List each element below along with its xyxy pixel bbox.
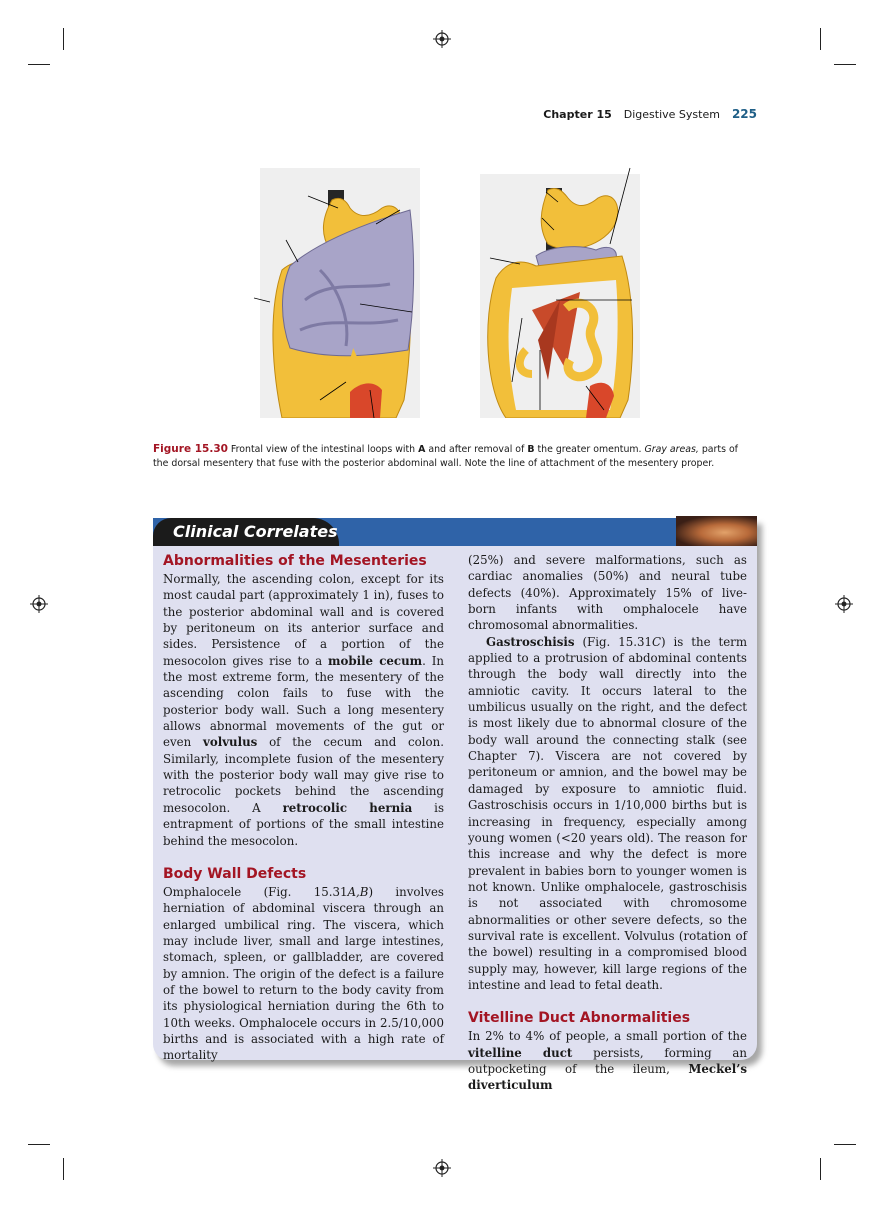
page-number: 225: [731, 107, 757, 121]
right-column: [468, 552, 747, 1094]
registration-mark-icon: [433, 1159, 451, 1177]
caption-text: the greater omentum.: [534, 444, 645, 455]
paragraph: Omphalocele (Fig. 15.31A,B) involves herniation of abdominal viscera through an enlarged umbilical ring. The viscera, which may include liver, small and large intestines, stomach, spleen, or gallbladder, are covered by amnion. The origin of the defect is a failure of the bowel to return to the body cavity from its physiological herniation during the 6th to 10th weeks. Omphalocele occurs in 2.5/10,000 births and is associated with a high rate of mortality: [163, 884, 444, 1063]
paragraph: Normally, the ascending colon, except for its most caudal part (approximately 1 in), fuses to the posterior abdominal wall and is covered by peritoneum on its anterior surface and sides. Persistence of a portion of the mesocolon gives rise to a mobile cecum. In the most extreme form, the mesentery of the ascending colon fails to fuse with the posterior body wall. Such a long mesentery allows abnormal movements of the gut or even volvulus of the cecum and colon. Similarly, incomplete fusion of the mesentery with the posterior body wall may give rise to retrocolic pockets behind the ascending mesocolon. A retrocolic hernia is entrapment of portions of the small intestine behind the mesocolon.: [163, 572, 445, 848]
crop-mark: [63, 28, 64, 50]
crop-mark: [820, 1158, 821, 1180]
intestine-illustration: [250, 160, 640, 418]
crop-mark: [834, 64, 856, 65]
caption-text: parts of the dorsal mesentery that fuse with the posterior abdominal wall. Note the line of attachment of the mesentery proper.: [153, 444, 738, 469]
section-heading: Vitelline Duct Abnormalities: [468, 1010, 691, 1027]
registration-mark-icon: [30, 595, 48, 613]
running-header: [543, 107, 757, 121]
figure-caption: [153, 442, 753, 471]
section-heading: Abnormalities of the Mesenteries: [163, 553, 427, 569]
paragraph: (25%) and severe malformations, such as cardiac anomalies (50%) and neural tube defects (40%). Approximately 15% of live-born infants with omphalocele have chromosomal abnormalities.: [468, 553, 747, 633]
caption-panel-b: B: [527, 444, 535, 455]
registration-mark-icon: [433, 30, 451, 48]
section-label: Digestive System: [623, 108, 720, 121]
crop-mark: [28, 1144, 50, 1145]
left-column: [163, 552, 444, 1064]
figure-label: Figure 15.30: [153, 443, 228, 455]
crop-mark: [28, 64, 50, 65]
clinical-correlates-title: Clinical Correlates: [153, 518, 339, 546]
crop-mark: [820, 28, 821, 50]
paragraph: Gastroschisis (Fig. 15.31C) is the term applied to a protrusion of abdominal contents through the body wall directly into the amniotic cavity. It occurs lateral to the umbilicus usually on the right, and the defect is most likely due to abnormal closure of the body wall around the connecting stalk (see Chapter 7). Viscera are not covered by peritoneum or amnion, and the bowel may be damaged by exposure to amniotic fluid. Gastroschisis occurs in 1/10,000 births but is increasing in frequency, especially among young women (<20 years old). The reason for this increase and why the defect is more prevalent in babies born to younger women is not known. Unlike omphalocele, gastroschisis is not associated with chromosome abnormalities or other severe defects, so the survival rate is excellent. Volvulus (rotation of the bowel) resulting in a compromised blood supply may, however, kill large regions of the intestine and lead to fetal death.: [468, 634, 748, 992]
fetus-photo: [676, 516, 757, 546]
paragraph: In 2% to 4% of people, a small portion of the vitelline duct persists, forming an outpocketing of the ileum, Meckel’s diverticulum: [468, 1029, 747, 1093]
caption-text: and after removal of: [425, 444, 528, 455]
crop-mark: [834, 1144, 856, 1145]
chapter-label: Chapter 15: [543, 108, 612, 121]
registration-mark-icon: [835, 595, 853, 613]
panel-a-illustration: [254, 168, 420, 418]
caption-gray-areas: Gray areas,: [644, 444, 699, 455]
crop-mark: [63, 1158, 64, 1180]
caption-text: Frontal view of the intestinal loops with: [227, 444, 419, 455]
panel-b-illustration: [480, 168, 640, 418]
section-heading: Body Wall Defects: [163, 865, 307, 882]
caption-panel-a: A: [418, 444, 426, 455]
